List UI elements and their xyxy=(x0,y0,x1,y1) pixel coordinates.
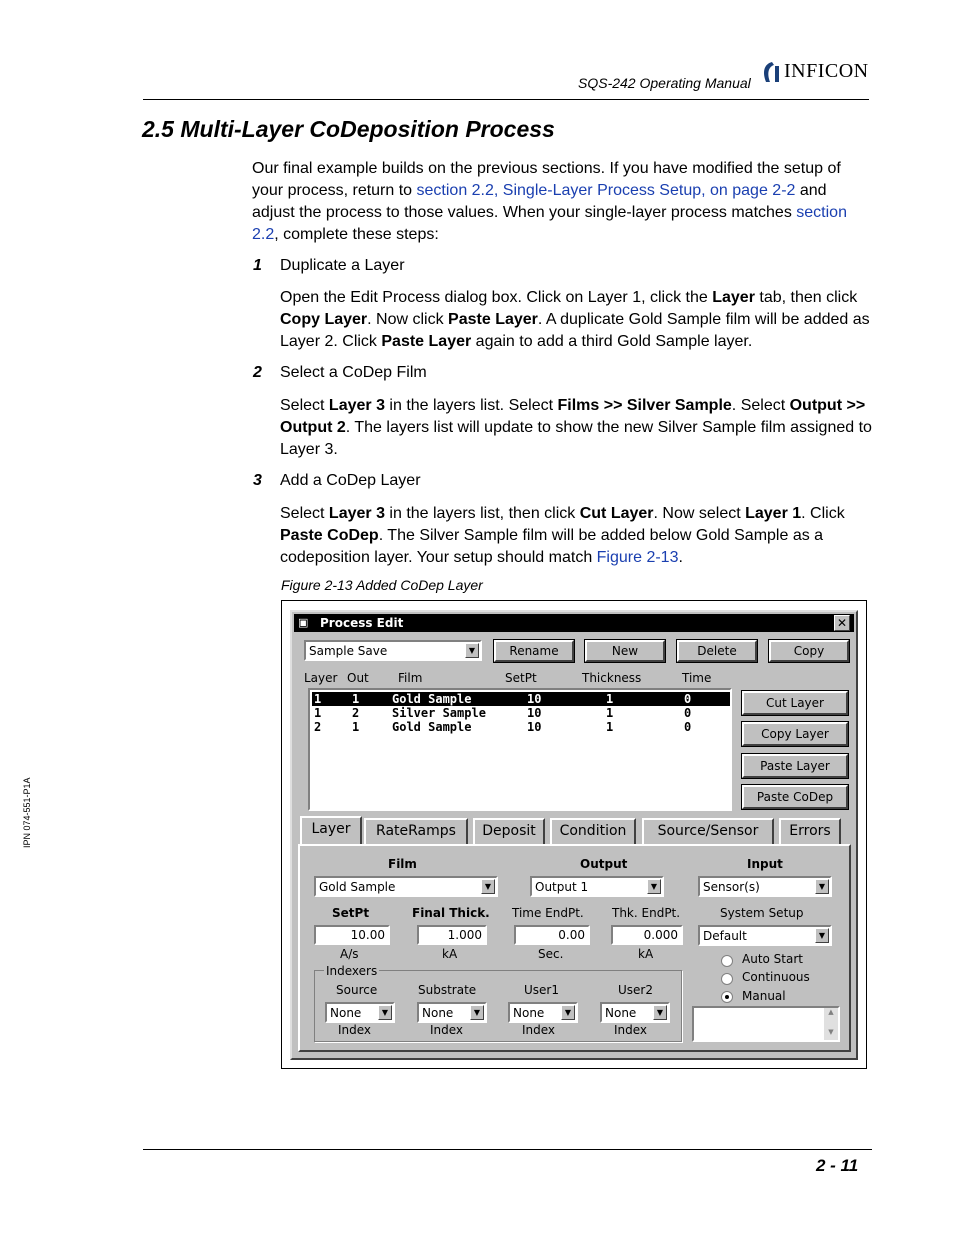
col-time: Time xyxy=(682,671,712,685)
user2-indexer-select[interactable]: None ▼ xyxy=(600,1002,670,1023)
continuous-label: Continuous xyxy=(742,970,810,984)
dialog-title: Process Edit xyxy=(320,616,404,630)
intro-text-3: , complete these steps: xyxy=(274,226,439,243)
chevron-down-icon[interactable]: ▼ xyxy=(561,1005,575,1020)
auto-start-radio[interactable] xyxy=(721,955,733,967)
step-2-title: Select a CoDep Film xyxy=(280,364,427,381)
step-3-paragraph: Select Layer 3 in the layers list, then click Cut Layer. Now select Layer 1. Click Paste CoDep. The Silver Sample film will be added below Gold Sample as a codeposition layer. Your setup should match Figure 2-13. xyxy=(280,505,845,566)
step-1-title: Duplicate a Layer xyxy=(280,257,405,274)
layer-row[interactable]: 1 2 Silver Sample 10 1 0 xyxy=(314,706,692,720)
close-button[interactable]: ✕ xyxy=(834,615,850,631)
indexers-label: Indexers xyxy=(326,964,378,978)
figure-caption: Figure 2-13 Added CoDep Layer xyxy=(281,577,483,593)
chevron-down-icon[interactable]: ▼ xyxy=(815,928,829,943)
layer-row[interactable]: 2 1 Gold Sample 10 1 0 xyxy=(314,720,692,734)
copy-button[interactable]: Copy xyxy=(769,640,849,662)
output-select-value: Output 1 xyxy=(535,880,589,894)
page-number: 2 - 11 xyxy=(816,1156,859,1175)
system-setup-select[interactable] xyxy=(698,925,832,946)
manual-radio[interactable] xyxy=(721,991,733,1003)
tab-condition[interactable]: Condition xyxy=(550,818,636,844)
rename-button[interactable]: Rename xyxy=(494,640,574,662)
layer-row[interactable]: 1 1 Gold Sample 10 1 0 xyxy=(312,692,730,706)
copy-layer-button[interactable]: Copy Layer xyxy=(742,722,848,746)
process-edit-dialog xyxy=(290,610,858,1060)
time-endpt-input[interactable]: 0.00 xyxy=(514,925,590,945)
source-indexer-label: Source xyxy=(336,983,378,997)
chevron-down-icon[interactable]: ▼ xyxy=(481,879,495,894)
manual-label: Manual xyxy=(742,989,786,1003)
step-1-number: 1 xyxy=(253,257,262,274)
tab-rateramps[interactable]: RateRamps xyxy=(364,818,468,844)
step-3-title: Add a CoDep Layer xyxy=(280,472,421,489)
section-2-2-link[interactable]: section 2.2, Single-Layer Process Setup, on page 2-2 xyxy=(416,182,796,199)
layers-list[interactable] xyxy=(308,688,732,811)
thk-endpt-label: Thk. EndPt. xyxy=(612,906,681,920)
output-select[interactable] xyxy=(530,876,664,897)
paste-layer-button[interactable]: Paste Layer xyxy=(742,754,848,778)
dialog-titlebar[interactable] xyxy=(294,614,854,632)
user1-indexer-label: User1 xyxy=(524,983,559,997)
intro-text-1: Our final example builds on the previous sections. If you have modified the setup of your process, return to xyxy=(252,160,841,199)
delete-button[interactable]: Delete xyxy=(677,640,757,662)
film-label: Film xyxy=(388,857,417,871)
setpt-label: SetPt xyxy=(332,906,370,920)
process-select[interactable] xyxy=(304,640,482,661)
cut-layer-button[interactable]: Cut Layer xyxy=(742,691,848,715)
scroll-up-icon[interactable]: ▲ xyxy=(828,1008,834,1016)
input-label: Input xyxy=(747,857,783,871)
chevron-down-icon[interactable]: ▼ xyxy=(378,1005,392,1020)
document-code: IPN 074-551-P1A xyxy=(22,777,32,848)
user2-index-label: Index xyxy=(614,1023,648,1037)
input-select[interactable] xyxy=(698,876,832,897)
setpt-input[interactable]: 10.00 xyxy=(314,925,390,945)
new-button[interactable]: New xyxy=(585,640,665,662)
scrollbar[interactable] xyxy=(824,1008,838,1040)
logo-icon xyxy=(760,60,782,84)
output-label: Output xyxy=(580,857,628,871)
inficon-logo xyxy=(760,60,872,86)
step-3-number: 3 xyxy=(253,472,262,489)
notes-box[interactable] xyxy=(692,1006,840,1042)
logo-text: INFICON xyxy=(784,60,869,82)
film-select-value: Gold Sample xyxy=(319,880,396,894)
manual-title: SQS-242 Operating Manual xyxy=(578,75,751,91)
system-setup-value: Default xyxy=(703,929,747,943)
scroll-down-icon[interactable]: ▼ xyxy=(828,1028,834,1036)
col-layer: Layer xyxy=(304,671,338,685)
tab-errors[interactable]: Errors xyxy=(779,818,841,844)
footer-rule xyxy=(143,1149,872,1150)
paste-codep-button[interactable]: Paste CoDep xyxy=(742,785,848,809)
user1-index-label: Index xyxy=(522,1023,556,1037)
process-select-value: Sample Save xyxy=(309,644,388,658)
time-endpt-unit: Sec. xyxy=(538,947,564,961)
tab-layer[interactable]: Layer xyxy=(300,816,362,844)
auto-start-label: Auto Start xyxy=(742,952,803,966)
input-select-value: Sensor(s) xyxy=(703,880,760,894)
tab-deposit[interactable]: Deposit xyxy=(473,818,545,844)
chevron-down-icon[interactable]: ▼ xyxy=(653,1005,667,1020)
continuous-radio[interactable] xyxy=(721,973,733,985)
chevron-down-icon[interactable]: ▼ xyxy=(815,879,829,894)
intro-text-2: and adjust the process to those values. When your single-layer process matches xyxy=(252,182,827,221)
source-index-label: Index xyxy=(338,1023,372,1037)
dialog-app-icon: ▣ xyxy=(298,616,309,629)
final-thick-input[interactable]: 1.000 xyxy=(417,925,487,945)
final-thick-label: Final Thick. xyxy=(412,906,490,920)
system-setup-label: System Setup xyxy=(720,906,804,920)
chevron-down-icon[interactable]: ▼ xyxy=(470,1005,484,1020)
section-2-2-short-link[interactable]: section 2.2 xyxy=(252,204,847,243)
user2-indexer-label: User2 xyxy=(618,983,653,997)
step-2-number: 2 xyxy=(253,364,262,381)
substrate-indexer-label: Substrate xyxy=(418,983,477,997)
col-setpt: SetPt xyxy=(505,671,537,685)
thk-endpt-unit: kA xyxy=(638,947,654,961)
user1-indexer-select[interactable]: None ▼ xyxy=(508,1002,578,1023)
chevron-down-icon[interactable]: ▼ xyxy=(465,643,479,658)
substrate-index-label: Index xyxy=(430,1023,464,1037)
time-endpt-label: Time EndPt. xyxy=(512,906,584,920)
chevron-down-icon[interactable]: ▼ xyxy=(647,879,661,894)
substrate-indexer-select[interactable]: None ▼ xyxy=(417,1002,487,1023)
figure-2-13-link[interactable]: Figure 2-13 xyxy=(596,549,679,566)
thk-endpt-input[interactable]: 0.000 xyxy=(611,925,683,945)
final-thick-unit: kA xyxy=(442,947,458,961)
col-film: Film xyxy=(398,671,423,685)
intro-paragraph xyxy=(252,158,872,246)
film-select[interactable] xyxy=(314,876,498,897)
step-2-paragraph: Select Layer 3 in the layers list. Select Films >> Silver Sample. Select Output >> Output 2. The layers list will update to show the new Silver Sample film assigned to Layer 3. xyxy=(280,397,872,458)
header-rule xyxy=(143,99,869,100)
col-out: Out xyxy=(347,671,369,685)
source-indexer-select[interactable]: None ▼ xyxy=(325,1002,395,1023)
setpt-unit: A/s xyxy=(340,947,359,961)
section-title: 2.5 Multi-Layer CoDeposition Process xyxy=(142,116,555,142)
tab-source-sensor[interactable]: Source/Sensor xyxy=(642,818,774,844)
step-1-paragraph: Open the Edit Process dialog box. Click on Layer 1, click the Layer tab, then click Copy Layer. Now click Paste Layer. A duplicate Gold Sample film will be added as Layer 2. Click Paste Layer again to add a third Gold Sample layer. xyxy=(280,289,870,350)
col-thickness: Thickness xyxy=(582,671,642,685)
